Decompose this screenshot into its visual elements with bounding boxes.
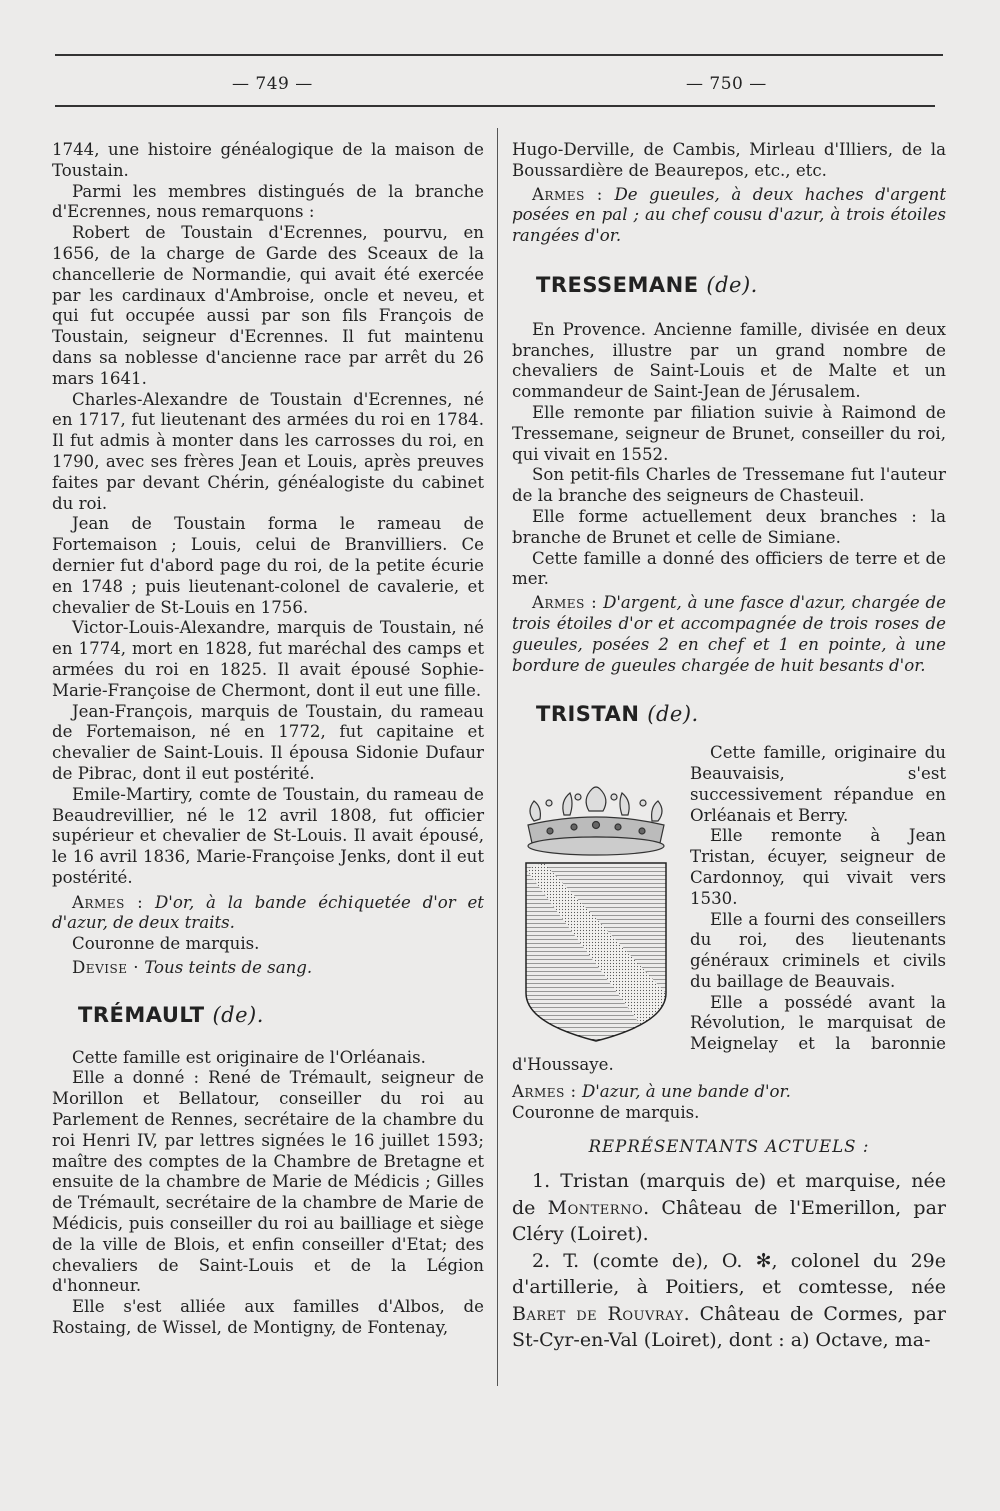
paragraph: Robert de Toustain d'Ecrennes, pourvu, en 1656, de la charge de Garde des Sceaux de la chancellerie de Normandie, qui avait été exercée par les cardinaux d'Ambroise, oncle et neveu, et qui fut occupée aussi par son fils François de Toustain, seigneur d'Ecrennes. Il fut maintenu dans sa noblesse d'ancienne race par arrêt du 26 mars 1641. [52, 223, 484, 388]
paragraph: Elle a fourni des conseillers du roi, des lieutenants généraux criminels et civils du baillage de Beauvais. [690, 909, 946, 991]
armes-label: Armes : [532, 593, 598, 613]
paragraph: Elle remonte par filiation suivie à Raimond de Tressemane, seigneur de Brunet, conseiller du roi, qui vivait en 1552. [512, 402, 946, 464]
heading-particle: (de). [212, 1002, 264, 1027]
representant-entry [512, 1248, 946, 1354]
devise-text: Tous teints de sang. [144, 958, 313, 978]
paragraph: Son petit-fils Charles de Tressemane fut l'auteur de la branche des seigneurs de Chasteuil. [512, 465, 946, 506]
top-rule [55, 54, 943, 56]
paragraph: Charles-Alexandre de Toustain d'Ecrennes, né en 1717, fut lieutenant des armées du roi en 1784. Il fut admis à monter dans les carrosses du roi, en 1790, avec ses frères Jean et Louis, après preuves faites par devant Chérin, généalogiste du cabinet du roi. [52, 389, 484, 513]
heading-name: TRÉMAULT [78, 1002, 205, 1027]
page-number-left: — 749 — [232, 74, 313, 94]
devise-label: Devise · [72, 958, 139, 978]
paragraph: Hugo-Derville, de Cambis, Mirleau d'Illiers, de la Boussardière de Beaurepos, etc., etc. [512, 140, 946, 180]
paragraph: Emile-Martiry, comte de Toustain, du rameau de Beaudrevillier, né le 12 avril 1808, fut officier supérieur et chevalier de St-Louis. Il avait épousé, le 16 avril 1836, Marie-Françoise Jenks, dont il eut postérité. [52, 784, 484, 887]
entry-name: Monterno [547, 1196, 644, 1219]
paragraph: Cette famille, originaire du Beauvaisis, s'est successivement répandue en Orléanais et Berry. [690, 743, 946, 825]
entry-text: . Château de l'Emerillon, par Cléry (Loiret). [512, 1196, 946, 1246]
entry-text: 2. T. (comte de), O. ✻, colonel du 29e d'artillerie, à Poitiers, et comtesse, née [512, 1249, 946, 1299]
armes-line [512, 593, 946, 676]
paragraph: Victor-Louis-Alexandre, marquis de Toustain, né en 1774, mort en 1828, fut maréchal des camps et armées du roi en 1825. Il avait épousé Sophie-Marie-Françoise de Chermont, dont il eut une fille. [52, 618, 484, 700]
coat-of-arms-image [504, 743, 682, 1043]
paragraph: Cette famille a donné des officiers de terre et de mer. [512, 548, 946, 589]
armes-line [512, 185, 946, 247]
section-heading-tremault [78, 1002, 484, 1027]
right-column [512, 140, 946, 1354]
paragraph: Elle a possédé avant la Révolution, le marquisat de Meignelay et la baronnie d'Houssaye. [512, 992, 946, 1075]
page-number-right: — 750 — [686, 74, 767, 94]
paragraph: Jean-François, marquis de Toustain, du rameau de Fortemaison, né en 1772, fut capitaine et chevalier de Saint-Louis. Il épousa Sidonie Dufaur de Pibrac, dont il eut postérité. [52, 701, 484, 783]
left-column [52, 140, 484, 1339]
representant-entry [512, 1168, 946, 1248]
armes-label: Armes : [532, 184, 603, 204]
paragraph: Elle forme actuellement deux branches : la branche de Brunet et celle de Simiane. [512, 506, 946, 547]
armes-line [52, 893, 484, 935]
entry-text: . Château de Cormes, par St-Cyr-en-Val (Loiret), dont : a) Octave, ma- [512, 1302, 946, 1352]
paragraph: 1744, une histoire généalogique de la maison de Toustain. [52, 140, 484, 180]
devise-line [52, 958, 484, 979]
paragraph: Cette famille est originaire de l'Orléanais. [72, 1047, 426, 1067]
paragraph: Elle a donné : René de Trémault, seigneur de Morillon et Bellatour, conseiller du roi au Parlement de Rennes, secrétaire de la chambre du roi Henri IV, par lettres signées le 16 juillet 1593; maître des comptes de la Chambre de Bretagne et ensuite de la chambre de Marie de Médicis ; Gilles de Trémault, secrétaire de la chambre de Marie de Médicis, puis conseiller du roi au bailliage et siège de la ville de Blois, et enfin conseiller d'Etat; des chevaliers de Saint-Louis et de la Légion d'honneur. [52, 1068, 484, 1296]
heading-name: TRISTAN [536, 702, 640, 727]
armes-line [512, 1082, 946, 1103]
armes-label: Armes : [72, 892, 144, 912]
armes-text: De gueules, à deux haches d'argent posées en pal ; au chef cousu d'azur, à trois étoiles rangées d'or. [512, 184, 946, 246]
paragraph: Elle remonte à Jean Tristan, écuyer, seigneur de Cardonnoy, qui vivait vers 1530. [690, 826, 946, 908]
armes-label: Armes : [512, 1081, 577, 1101]
shield-icon [526, 863, 666, 1043]
armes-text: D'or, à la bande échiquetée d'or et d'azur, de deux traits. [52, 892, 484, 933]
heading-particle: (de). [647, 702, 699, 727]
top-rule-lower [55, 105, 935, 107]
representants-heading: REPRÉSENTANTS ACTUELS : [588, 1137, 870, 1157]
paragraph: Parmi les membres distingués de la branche d'Ecrennes, nous remarquons : [52, 181, 484, 222]
armes-text: D'argent, à une fasce d'azur, chargée de trois étoiles d'or et accompagnée de trois roses de gueules, posées 2 en chef et 1 en pointe, à une bordure de gueules chargée de huit besants d'or. [512, 593, 946, 675]
paragraph: En Provence. Ancienne famille, divisée en deux branches, illustre par un grand nombre de chevaliers de Saint-Louis et de Malte et un commandeur de Saint-Jean de Jérusalem. [512, 319, 946, 402]
heading-name: TRESSEMANE [536, 272, 699, 297]
column-divider [497, 128, 498, 1386]
paragraph: Elle s'est alliée aux familles d'Albos, de Rostaing, de Wissel, de Montigny, de Fontenay, [52, 1297, 484, 1338]
couronne-line: Couronne de marquis. [72, 934, 260, 954]
couronne-line: Couronne de marquis. [512, 1102, 700, 1122]
tristan-entry [512, 743, 946, 1076]
crown-icon [528, 787, 664, 855]
entry-name: Baret de Rouvray [512, 1302, 684, 1325]
section-heading-tressemane [536, 272, 946, 297]
heading-particle: (de). [706, 272, 758, 297]
entry-text: 1. Tristan (marquis de) et marquise, née de [512, 1170, 946, 1219]
paragraph: Jean de Toustain forma le rameau de Fortemaison ; Louis, celui de Branvilliers. Ce dernier fut d'abord page du roi, de la petite écurie en 1748 ; puis lieutenant-colonel de cavalerie, et chevalier de St-Louis en 1756. [52, 514, 484, 617]
section-heading-tristan [536, 704, 946, 725]
armes-text: D'azur, à une bande d'or. [581, 1081, 791, 1101]
